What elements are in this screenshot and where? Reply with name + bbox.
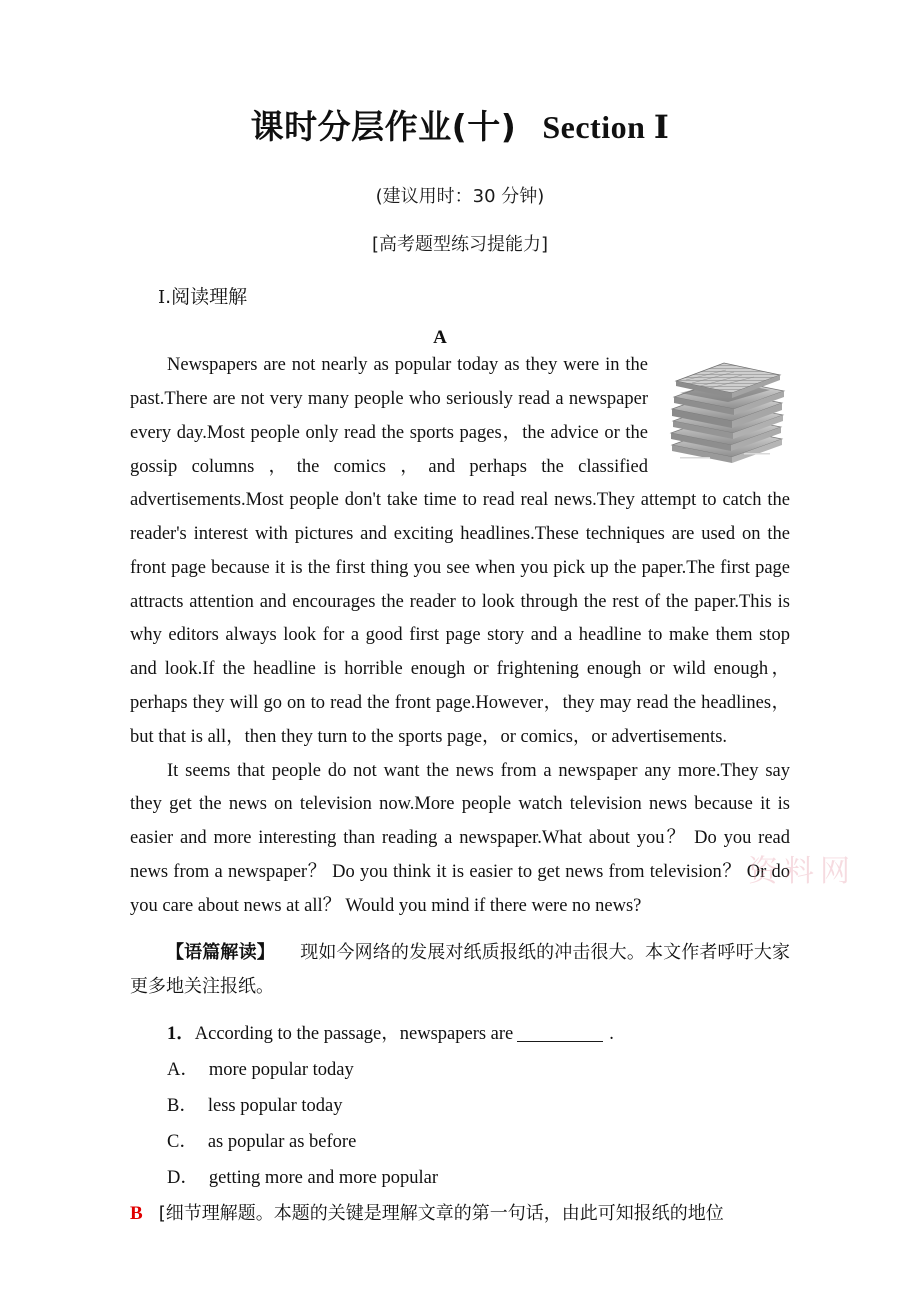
question-stem-text: According to the passage，newspapers are [194,1023,514,1044]
section-heading [0,256,920,309]
newspaper-stack-image [662,353,790,471]
answer-explanation-text: [细节理解题。本题的关键是理解文章的第一句话，由此可知报纸的地位 [158,1202,724,1224]
option-c[interactable] [130,1124,790,1160]
passage-body [130,349,790,924]
answer-blank[interactable] [517,1041,603,1042]
answer-letter: B [130,1202,143,1224]
page-title [0,0,920,148]
page-title-en: Section Ⅰ [542,109,670,145]
option-a-letter: A． [167,1059,199,1080]
option-d[interactable] [130,1160,790,1196]
option-a[interactable] [130,1052,790,1088]
passage-paragraph-1: Newspapers are not nearly as popular today as they were in the past.There are not very many people who seriously read a newspaper every day.Most people only read the sports pages，the advice or the gossip columns ，the comics ，and perhaps the classified advertisements.Most people don't take time to read real news.They attempt to catch the reader's interest with pictures and exciting headlines.These techniques are used on the front page because it is the first thing you see when you pick up the paper.The first page attracts attention and encourages the reader to look through the rest of the paper.This is why editors always look for a good first page story and a headline to make them stop and look.If the headline is horrible enough or frightening enough or wild enough，perhaps they will go on to read the front page.However，they may read the headlines，but that is all，then they turn to the sports page，or comics，or advertisements. [130,355,790,747]
passage-analysis [130,936,790,1004]
passage-label: A [433,327,447,349]
option-d-text: getting more and more popular [208,1167,439,1188]
suggested-time-note: (建议用时：30 分钟) [375,186,545,208]
answer-explanation-line [130,1196,820,1232]
question-stem-end: . [609,1023,614,1044]
section-roman-numeral: Ⅰ [158,287,166,308]
section-label: .阅读理解 [165,286,248,309]
option-c-letter: C． [167,1131,198,1152]
question-number: 1． [167,1023,195,1044]
option-b-letter: B． [167,1095,198,1116]
page-watermark: 资料网 [748,854,856,889]
question-stem [130,1016,790,1052]
option-list [130,1052,790,1196]
option-c-text: as popular as before [207,1131,357,1152]
analysis-text: 现如今网络的发展对纸质报纸的冲击很大。本文作者呼吁大家更多地关注报纸。 [130,941,790,997]
option-d-letter: D． [167,1167,199,1188]
option-a-text: more popular today [208,1059,354,1080]
analysis-label: 【语篇解读】 [166,941,275,963]
page-title-cn: 课时分层作业(十) [250,107,517,146]
option-b[interactable] [130,1088,790,1124]
option-b-text: less popular today [207,1095,343,1116]
passage-paragraph-2: It seems that people do not want the news from a newspaper any more.They say they get the news on television now.More people watch television news because it is easier and more interesting than reading a newspaper.What about you？ Do you read news from a newspaper？ Do you think it is easier to get news from television？ Or do you care about news at all？ Would you mind if there were no news? [130,760,790,916]
exam-type-tag: [高考题型练习提能力] [371,234,549,256]
